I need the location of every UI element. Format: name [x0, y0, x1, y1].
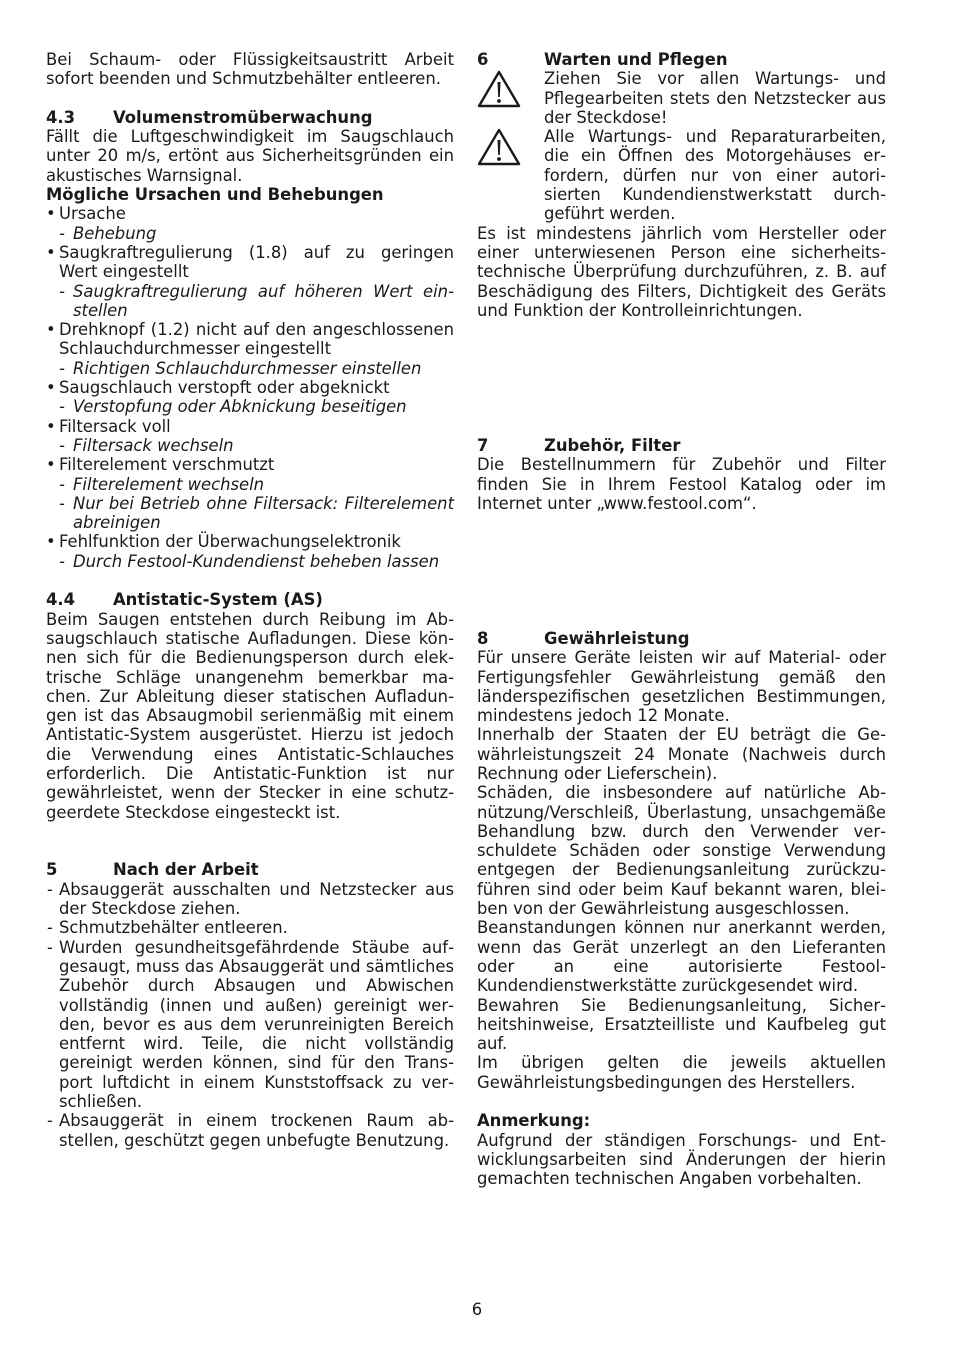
section-title: Warten und Pflegen: [544, 50, 728, 69]
warranty-paragraph: Innerhalb der Staaten der EU beträgt die Gewährleistungszeit 24 Monate (Nachweis durch Rechnung oder Lieferschein).: [477, 725, 886, 783]
note-text: Aufgrund der ständigen Forschungs- und Entwicklungsarbeiten sind Änderungen der hierin gemachten technischen Angaben vorbehalten.: [477, 1130, 886, 1189]
cause-list-item: [46, 532, 454, 571]
cause-list-item: [46, 455, 454, 532]
fix-text: - Nur bei Betrieb ohne Filtersack: Filterelement abreinigen: [46, 494, 454, 533]
section-4-4-heading: [46, 590, 454, 609]
cause-list-item: [46, 320, 454, 378]
warning-triangle-icon: [477, 69, 544, 127]
after-work-item: - Absauggerät in einem trockenen Raum abstellen, geschützt gegen unbefugte Benutzung.: [46, 1111, 454, 1150]
warning-block: [477, 127, 886, 223]
after-work-item: - Absauggerät ausschalten und Netzstecker aus der Steckdose ziehen.: [46, 880, 454, 919]
section-7-text: Die Bestellnummern für Zubehör und Filter finden Sie in Ihrem Festool Katalog oder im Internet unter „www.festool.com“.: [477, 455, 886, 513]
section-7-heading: [477, 436, 886, 455]
cause-list-item: [46, 378, 454, 417]
cause-text: • Saugkraftregulierung (1.8) auf zu geringen Wert eingestellt: [46, 243, 454, 282]
warranty-paragraph: Im übrigen gelten die jeweils aktuellen Gewährleistungsbedingungen des Herstellers.: [477, 1053, 886, 1092]
warranty-paragraph: Schäden, die insbesondere auf natürliche Abnützung/Verschleiß, Überlastung, unsachgemäße Behandlung bzw. durch den Verwender verschuldete Schäden oder sonstige Verwendung entgegen der Bedienungsanleitung zurückzuführen sind oder beim Kauf bekannt waren, bleiben von der Gewährleistung ausgeschlossen.: [477, 783, 886, 919]
cause-text: • Drehknopf (1.2) nicht auf den angeschlossenen Schlauchdurchmesser eingestellt: [46, 320, 454, 359]
section-8-heading: [477, 629, 886, 648]
warranty-paragraph: Beanstandungen können nur anerkannt werden, wenn das Gerät unzerlegt an den Lieferanten oder an eine autorisierte Festool-Kundendienstwerkstätte zurückgesendet wird.: [477, 918, 886, 996]
section-title: Volumenstromüberwachung: [113, 107, 373, 127]
section-number: 5: [46, 860, 58, 880]
cause-text: • Fehlfunktion der Überwachungselektronik: [46, 532, 454, 551]
section-number: 7: [477, 435, 489, 455]
legend-fix: - Behebung: [46, 224, 454, 243]
after-work-item: - Wurden gesundheitsgefährdende Stäube aufgesaugt, muss das Absauggerät und sämtliches Zubehör durch Absaugen und Abwischen vollständig (innen und außen) gereinigt werden, bevor es aus dem verunreinigten Bereich entfernt wird. Teile, die nicht vollständig gereinigt werden können, sind für den Transport luftdicht in einem Kunststoffsack zu verschließen.: [46, 938, 454, 1112]
warning-triangle-icon: [477, 127, 544, 223]
warning-text: Alle Wartungs- und Reparaturarbeiten, die ein Öffnen des Motorgehäuses erfordern, dürfen nur von einer autorisierten Kundendienstwerkstatt durchgeführt werden.: [544, 127, 886, 224]
fix-text: - Filterelement wechseln: [46, 475, 454, 494]
section-number: 4.3: [46, 107, 76, 127]
section-title: Nach der Arbeit: [113, 860, 259, 880]
fix-text: - Saugkraftregulierung auf höheren Wert einstellen: [46, 282, 454, 321]
legend-cause: • Ursache: [46, 204, 454, 223]
cause-text: • Filtersack voll: [46, 417, 454, 436]
cause-list-item: [46, 243, 454, 320]
fix-text: - Richtigen Schlauchdurchmesser einstellen: [46, 359, 454, 378]
section-number: 6: [477, 50, 489, 69]
section-4-3-text: Fällt die Luftgeschwindigkeit im Saugschlauch unter 20 m/s, ertönt aus Sicherheitsgründen ein akustisches Warnsignal.: [46, 127, 454, 185]
intro-paragraph: Bei Schaum- oder Flüssigkeitsaustritt Arbeit sofort beenden und Schmutzbehälter entleeren.: [46, 50, 454, 89]
warranty-paragraph: Bewahren Sie Bedienungsanleitung, Sicherheitshinweise, Ersatzteilliste und Kaufbeleg gut auf.: [477, 995, 886, 1054]
section-number: 4.4: [46, 590, 76, 610]
cause-text: • Filterelement verschmutzt: [46, 455, 454, 474]
section-title: Gewährleistung: [544, 628, 690, 648]
cause-text: • Saugschlauch verstopft oder abgeknickt: [46, 378, 454, 397]
section-6-heading: [477, 50, 886, 69]
note-heading: Anmerkung:: [477, 1111, 591, 1131]
warning-text: Ziehen Sie vor allen Wartungs- und Pflegearbeiten stets den Netzstecker aus der Steckdose!: [544, 69, 886, 127]
after-work-item: - Schmutzbehälter entleeren.: [46, 918, 454, 937]
left-column: [46, 50, 454, 1150]
warranty-paragraph: Für unsere Geräte leisten wir auf Material- oder Fertigungsfehler Gewährleistung gemäß den länderspezifischen gesetzlichen Bestimmungen, mindestens jedoch 12 Monate.: [477, 648, 886, 726]
section-4-3-heading: [46, 108, 454, 127]
section-title: Antistatic-System (AS): [113, 590, 323, 610]
warning-block: [477, 69, 886, 127]
page-number: 6: [471, 1300, 483, 1319]
section-5-heading: [46, 860, 454, 879]
section-title: Zubehör, Filter: [544, 435, 681, 455]
section-number: 8: [477, 628, 489, 648]
section-6-text: Es ist mindestens jährlich vom Hersteller oder einer unterwiesenen Person eine sicherheitstechnische Überprüfung durchzuführen, z. B. auf Beschädigung des Filters, Dichtigkeit des Geräts und Funktion der Kontrolleinrichtungen.: [477, 223, 886, 320]
cause-list-item: [46, 417, 454, 456]
right-column: [477, 50, 886, 1189]
fix-text: - Durch Festool-Kundendienst beheben lassen: [46, 552, 454, 571]
fix-text: - Filtersack wechseln: [46, 436, 454, 455]
causes-heading: Mögliche Ursachen und Behebungen: [46, 185, 384, 205]
fix-text: - Verstopfung oder Abknickung beseitigen: [46, 397, 454, 416]
section-4-4-text: Beim Saugen entstehen durch Reibung im Absaugschlauch statische Aufladungen. Diese können sich für die Bedienungsperson durch elektrische Schläge unangenehm bemerkbar machen. Zur Ableitung dieser statischen Aufladungen ist das Absaugmobil serienmäßig mit einem Antistatic-System ausgerüstet. Hierzu ist jedoch die Verwendung eines Antistatic-Schlauches erforderlich. Die Antistatic-Funktion ist nur gewährleistet, wenn der Stecker in eine schutzgeerdete Steckdose eingesteckt ist.: [46, 609, 454, 822]
